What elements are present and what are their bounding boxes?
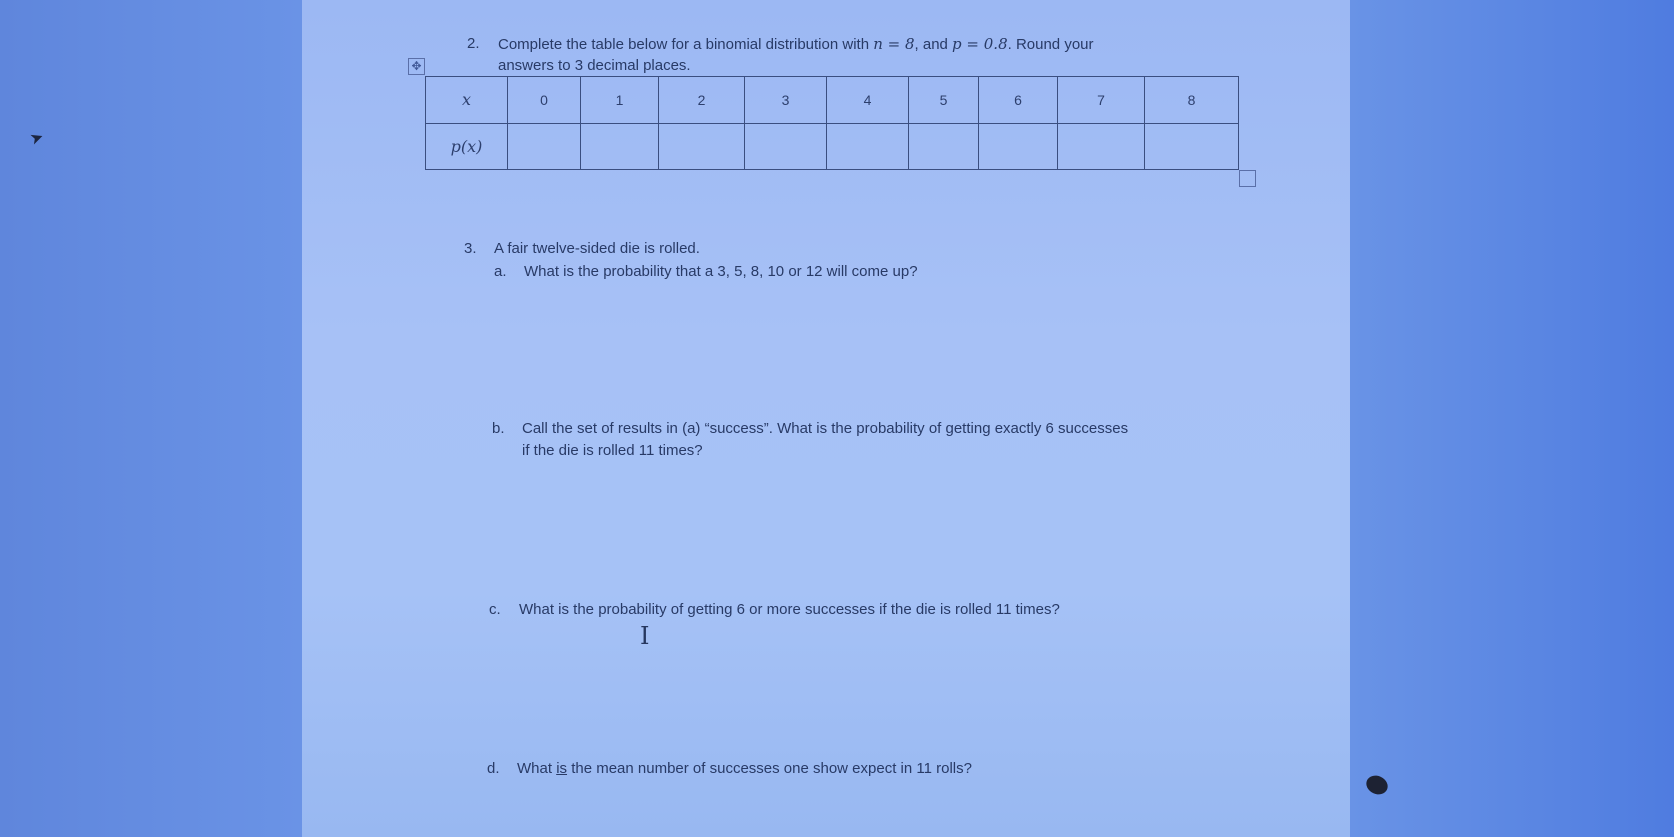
q3d-text-after: the mean number of successes one show expect in 11 rolls? [567,760,972,777]
x-value-cell: 4 [827,77,909,124]
q3d-text [517,760,972,777]
q3-prompt: A fair twelve-sided die is rolled. [494,240,700,257]
move-handle-icon[interactable]: ✥ [408,58,425,75]
q3d-letter: d. [487,760,500,777]
px-answer-cell[interactable] [1058,123,1145,170]
q2-text-before: Complete the table below for a binomial distribution with [498,36,874,53]
q3-number: 3. [464,240,477,257]
px-answer-cell[interactable] [508,123,581,170]
q3c-letter: c. [489,601,501,618]
q3d-underlined-word: is [556,760,568,777]
q2-n-expression: n = 8 [873,35,915,53]
x-value-cell: 1 [581,77,659,124]
q3b-line1: Call the set of results in (a) “success”. What is the probability of getting exactly 6 successes [522,420,1129,437]
table-row-x [426,77,1239,124]
q3a-letter: a. [494,263,507,280]
dark-spot [1363,772,1391,798]
px-answer-cell[interactable] [745,123,827,170]
px-answer-cell[interactable] [827,123,909,170]
x-value-cell: 0 [508,77,581,124]
q2-prompt-line2: answers to 3 decimal places. [498,57,691,74]
resize-handle-icon[interactable] [1239,170,1256,187]
px-answer-cell[interactable] [1145,123,1239,170]
px-answer-cell[interactable] [581,123,659,170]
q3c-text: What is the probability of getting 6 or more successes if the die is rolled 11 times? [519,601,1060,618]
mouse-pointer-icon: ➤ [27,126,47,149]
q3b-line2: if the die is rolled 11 times? [522,442,703,459]
x-value-cell: 6 [979,77,1058,124]
x-row-label: x [426,77,508,124]
x-value-cell: 7 [1058,77,1145,124]
x-value-cell: 5 [909,77,979,124]
q2-text-after: . Round your [1007,36,1094,53]
q3a-text: What is the probability that a 3, 5, 8, 10 or 12 will come up? [524,263,918,280]
text-cursor-icon: I [640,622,650,650]
q3d-text-before: What [517,760,557,777]
x-value-cell: 3 [745,77,827,124]
px-answer-cell[interactable] [659,123,745,170]
q3b-letter: b. [492,420,505,437]
q2-p-expression: p = 0.8 [952,35,1008,53]
binomial-table [425,76,1239,170]
px-answer-cell[interactable] [979,123,1058,170]
x-value-cell: 2 [659,77,745,124]
x-value-cell: 8 [1145,77,1239,124]
px-row-label: p(x) [426,123,508,170]
table-row-px [426,123,1239,170]
px-answer-cell[interactable] [909,123,979,170]
q2-number: 2. [467,35,480,52]
q2-text-between: , and [914,36,953,53]
q2-prompt-line1 [498,35,1094,53]
